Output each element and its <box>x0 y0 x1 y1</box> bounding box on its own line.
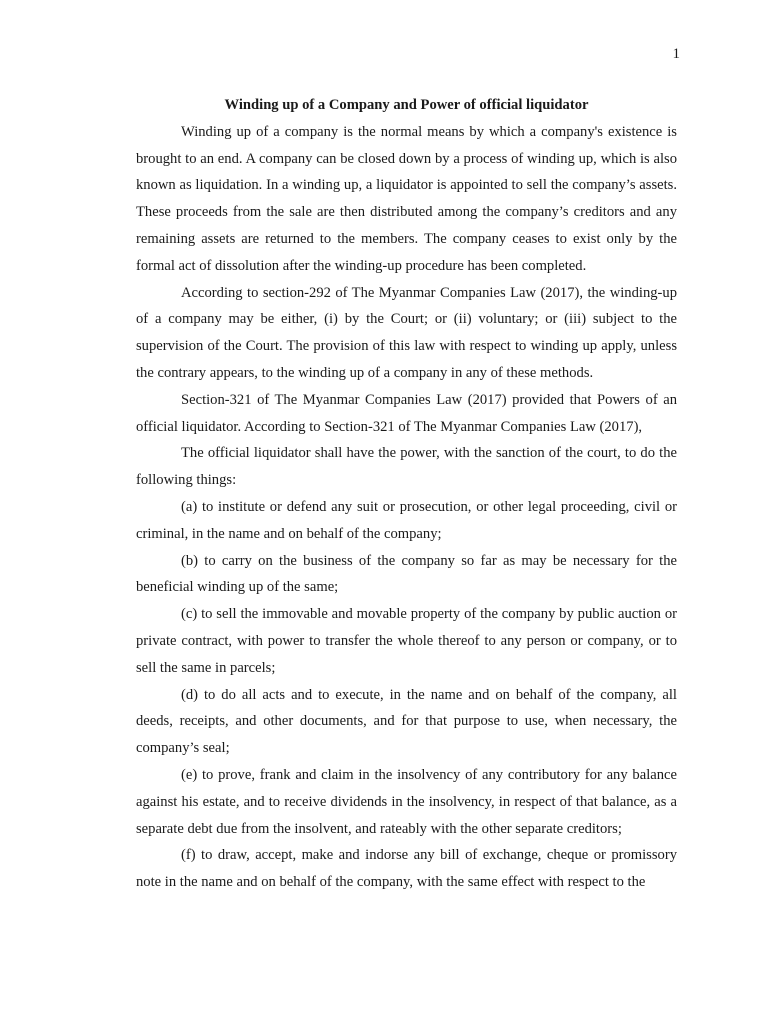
paragraph-item-b: (b) to carry on the business of the company so far as may be necessary for the beneficial winding up of the same; <box>136 552 677 596</box>
paragraph-section-321: Section-321 of The Myanmar Companies Law (2017) provided that Powers of an official liquidator. According to Section-321 of The Myanmar Companies Law (2017), <box>136 391 677 435</box>
paragraph-item-c: (c) to sell the immovable and movable property of the company by public auction or private contract, with power to transfer the whole thereof to any person or company, or to sell the same in parcels; <box>136 606 677 676</box>
paragraph-item-e: (e) to prove, frank and claim in the insolvency of any contributory for any balance against his estate, and to receive dividends in the insolvency, in respect of that balance, as a separate debt due from the insolvent, and rateably with the other separate creditors; <box>136 766 677 837</box>
paragraph-section-292: According to section-292 of The Myanmar Companies Law (2017), the winding-up of a company may be either, (i) by the Court; or (ii) voluntary; or (iii) subject to the supervision of the Court. The provision of this law with respect to winding up apply, unless the contrary appears, to the winding up of a company in any of these methods. <box>136 284 677 381</box>
document-title: Winding up of a Company and Power of official liquidator <box>224 97 589 113</box>
paragraph-item-a: (a) to institute or defend any suit or prosecution, or other legal proceeding, civil or criminal, in the name and on behalf of the company; <box>136 498 677 542</box>
document-body <box>136 92 677 896</box>
paragraph-powers-intro: The official liquidator shall have the power, with the sanction of the court, to do the following things: <box>136 445 677 489</box>
page-number: 1 <box>672 46 680 62</box>
paragraph-item-d: (d) to do all acts and to execute, in the name and on behalf of the company, all deeds, receipts, and other documents, and for that purpose to use, when necessary, the company’s seal; <box>136 686 677 757</box>
paragraph-item-f: (f) to draw, accept, make and indorse any bill of exchange, cheque or promissory note in the name and on behalf of the company, with the same effect with respect to the <box>136 847 677 891</box>
paragraph-intro: Winding up of a company is the normal means by which a company's existence is brought to an end. A company can be closed down by a process of winding up, which is also known as liquidation. In a winding up, a liquidator is appointed to sell the company’s assets. These proceeds from the sale are then distributed among the company’s creditors and any remaining assets are returned to the members. The company ceases to exist only by the formal act of dissolution after the winding-up procedure has been completed. <box>136 123 677 274</box>
